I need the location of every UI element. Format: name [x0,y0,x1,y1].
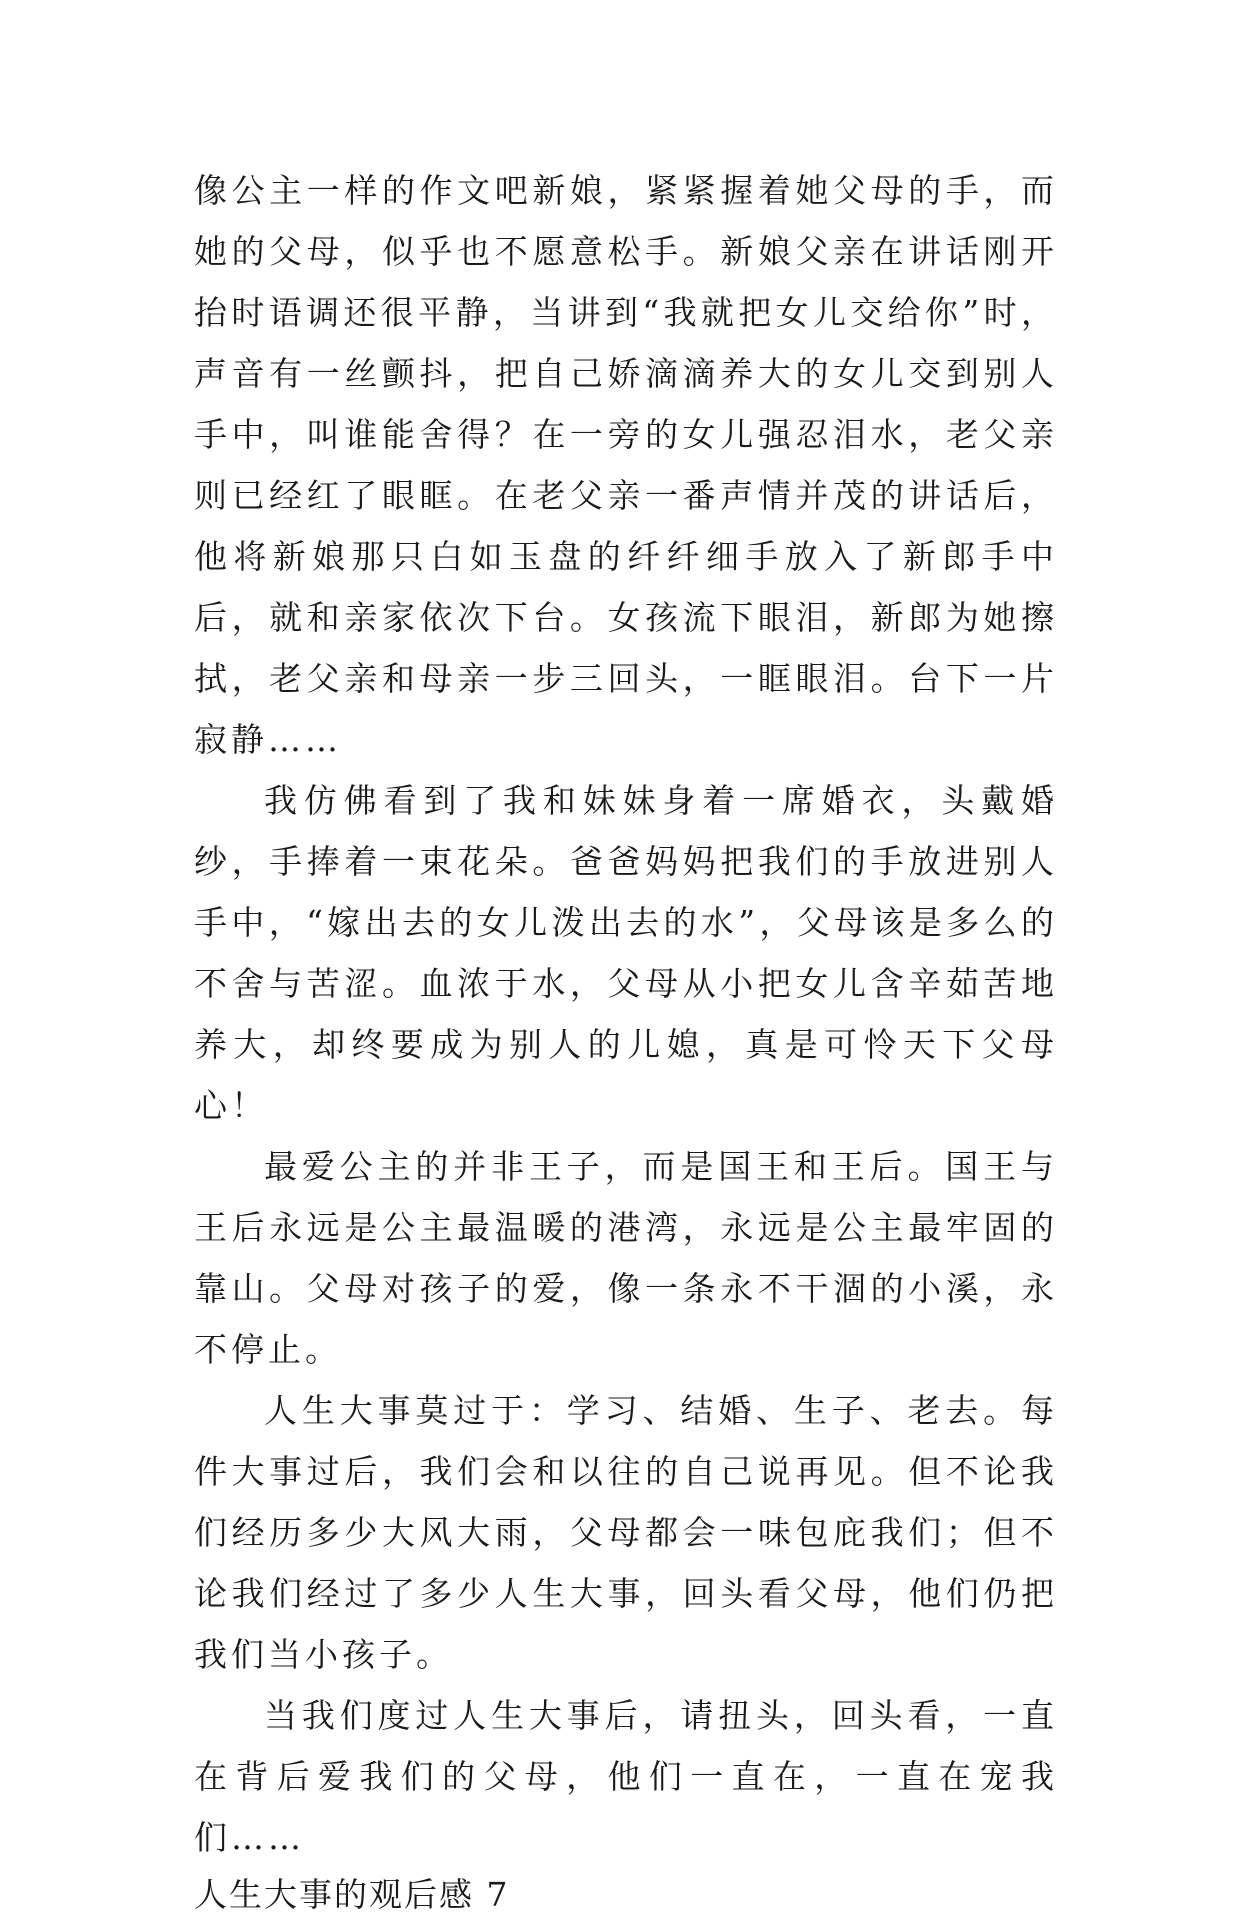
paragraph-1: 像公主一样的作文吧新娘，紧紧握着她父母的手，而她的父母，似乎也不愿意松手。新娘父亲在讲话刚开抬时语调还很平静，当讲到“我就把女儿交给你”时，声音有一丝颤抖，把自己娇滴滴养大的女儿交到别人手中，叫谁能舍得？在一旁的女儿强忍泪水，老父亲则已经红了眼眶。在老父亲一番声情并茂的讲话后，他将新娘那只白如玉盘的纤纤细手放入了新郎手中后，就和亲家依次下台。女孩流下眼泪，新郎为她擦拭，老父亲和母亲一步三回头，一眶眼泪。台下一片寂静…… [194,171,1058,759]
document-body [194,160,1058,1922]
section-heading: 人生大事的观后感 7 [194,1875,510,1914]
paragraph-4: 人生大事莫过于：学习、结婚、生子、老去。每件大事过后，我们会和以往的自己说再见。但不论我们经历多少大风大雨，父母都会一味包庇我们；但不论我们经过了多少人生大事，回头看父母，他们仍把我们当小孩子。 [194,1391,1058,1674]
paragraph-3: 最爱公主的并非王子，而是国王和王后。国王与王后永远是公主最温暖的港湾，永远是公主最牢固的靠山。父母对孩子的爱，像一条永不干涸的小溪，永不停止。 [194,1147,1058,1369]
paragraph-2: 我仿佛看到了我和妹妹身着一席婚衣，头戴婚纱，手捧着一束花朵。爸爸妈妈把我们的手放进别人手中，“嫁出去的女儿泼出去的水”，父母该是多么的不舍与苦涩。血浓于水，父母从小把女儿含辛茹苦地养大，却终要成为别人的儿媳，真是可怜天下父母心！ [194,781,1058,1125]
paragraph-5: 当我们度过人生大事后，请扭头，回头看，一直在背后爱我们的父母，他们一直在，一直在宠我们…… [194,1696,1058,1857]
